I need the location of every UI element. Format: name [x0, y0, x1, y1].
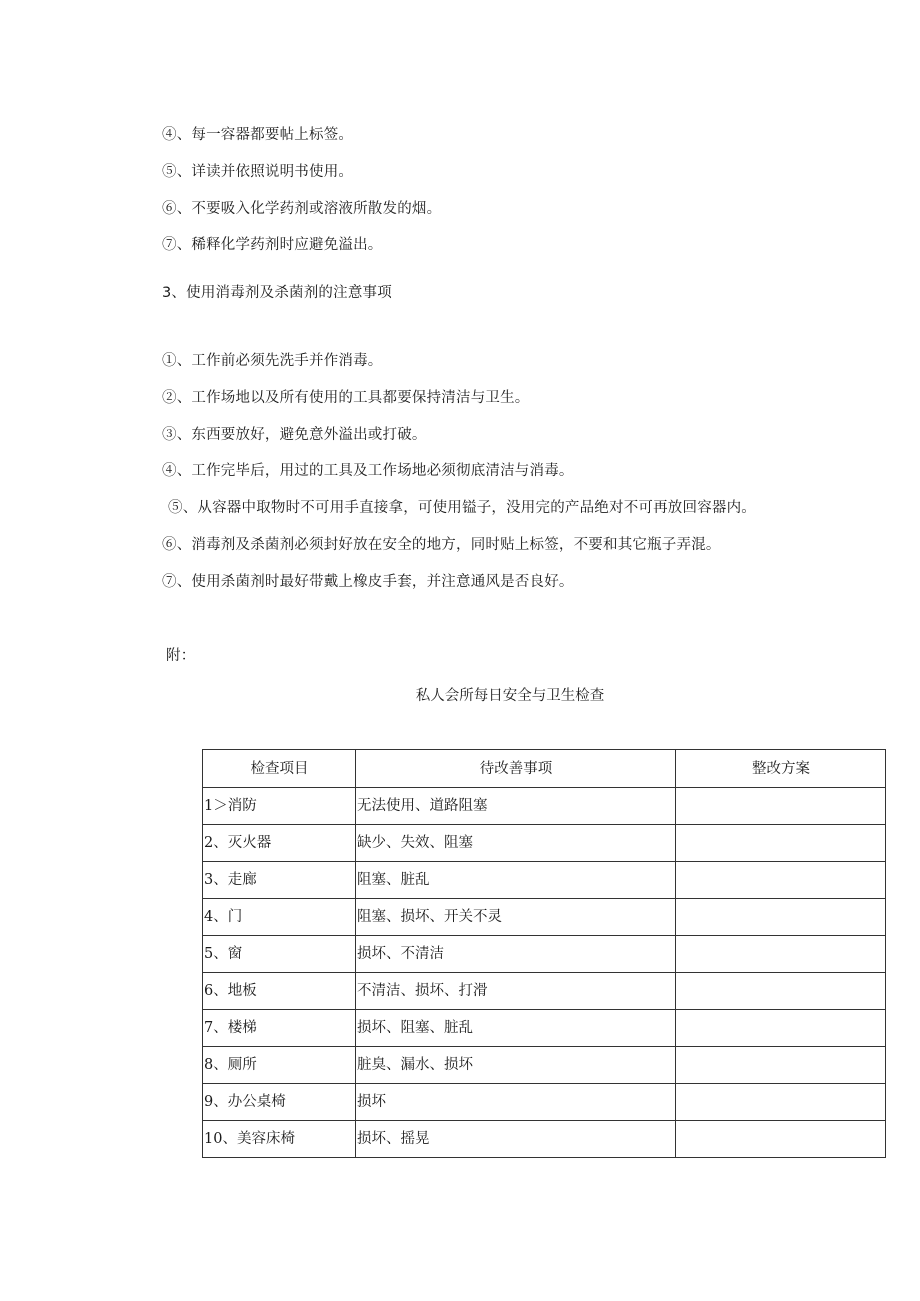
cell-remedy — [676, 1047, 886, 1084]
table-row — [203, 973, 886, 1010]
table-row — [203, 825, 886, 862]
list-item: ③、东西要放好，避免意外溢出或打破。 — [162, 427, 427, 443]
list-item: ⑤、详读并依照说明书使用。 — [162, 164, 354, 180]
header-remedy: 整改方案 — [676, 750, 886, 788]
cell-issues: 损坏、阻塞、脏乱 — [356, 1010, 676, 1047]
cell-issues: 阻塞、脏乱 — [356, 862, 676, 899]
cell-remedy — [676, 936, 886, 973]
header-issues: 待改善事项 — [356, 750, 676, 788]
table-title: 私人会所每日安全与卫生检查 — [415, 688, 605, 704]
header-check-item: 检查项目 — [203, 750, 356, 788]
cell-remedy — [676, 1010, 886, 1047]
cell-remedy — [676, 788, 886, 825]
cell-check-item: 2、灭火器 — [203, 825, 356, 862]
cell-check-item: 5、窗 — [203, 936, 356, 973]
list-item: ⑥、不要吸入化学药剂或溶液所散发的烟。 — [162, 201, 442, 217]
list-item: ④、工作完毕后，用过的工具及工作场地必须彻底清洁与消毒。 — [162, 463, 574, 479]
table-row — [203, 862, 886, 899]
inspection-table — [202, 749, 886, 1158]
list-item: ②、工作场地以及所有使用的工具都要保持清洁与卫生。 — [162, 390, 530, 406]
cell-check-item: 1＞消防 — [203, 788, 356, 825]
table-row — [203, 788, 886, 825]
cell-remedy — [676, 825, 886, 862]
cell-check-item: 7、楼梯 — [203, 1010, 356, 1047]
cell-issues: 损坏、不清洁 — [356, 936, 676, 973]
cell-issues: 无法使用、道路阻塞 — [356, 788, 676, 825]
table-row — [203, 899, 886, 936]
cell-issues: 不清洁、损坏、打滑 — [356, 973, 676, 1010]
list-item: ④、每一容器都要帖上标签。 — [162, 127, 354, 143]
cell-check-item: 10、美容床椅 — [203, 1121, 356, 1158]
cell-check-item: 3、走廊 — [203, 862, 356, 899]
table-row — [203, 1084, 886, 1121]
list-item: ①、工作前必须先洗手并作消毒。 — [162, 353, 383, 369]
list-item: ⑤、从容器中取物时不可用手直接拿，可使用镒子，没用完的产品绝对不可再放回容器内。 — [168, 500, 756, 516]
cell-issues: 损坏、摇晃 — [356, 1121, 676, 1158]
section-heading: 3、使用消毒剂及杀菌剂的注意事项 — [162, 285, 392, 301]
table-header-row — [203, 750, 886, 788]
list-item: ⑥、消毒剂及杀菌剂必须封好放在安全的地方，同时贴上标签，不要和其它瓶子弄混。 — [162, 537, 721, 553]
cell-remedy — [676, 973, 886, 1010]
cell-issues: 缺少、失效、阻塞 — [356, 825, 676, 862]
cell-remedy — [676, 862, 886, 899]
cell-remedy — [676, 899, 886, 936]
table-row — [203, 1010, 886, 1047]
table-row — [203, 936, 886, 973]
list-item: ⑦、稀释化学药剂时应避免溢出。 — [162, 237, 383, 253]
cell-check-item: 9、办公桌椅 — [203, 1084, 356, 1121]
list-item: ⑦、使用杀菌剂时最好带戴上橡皮手套，并注意通风是否良好。 — [162, 574, 574, 590]
cell-check-item: 4、门 — [203, 899, 356, 936]
cell-check-item: 8、厕所 — [203, 1047, 356, 1084]
cell-check-item: 6、地板 — [203, 973, 356, 1010]
cell-remedy — [676, 1121, 886, 1158]
table-row — [203, 1047, 886, 1084]
cell-remedy — [676, 1084, 886, 1121]
cell-issues: 损坏 — [356, 1084, 676, 1121]
appendix-label: 附： — [166, 648, 196, 664]
cell-issues: 阻塞、损坏、开关不灵 — [356, 899, 676, 936]
cell-issues: 脏臭、漏水、损坏 — [356, 1047, 676, 1084]
table-row — [203, 1121, 886, 1158]
